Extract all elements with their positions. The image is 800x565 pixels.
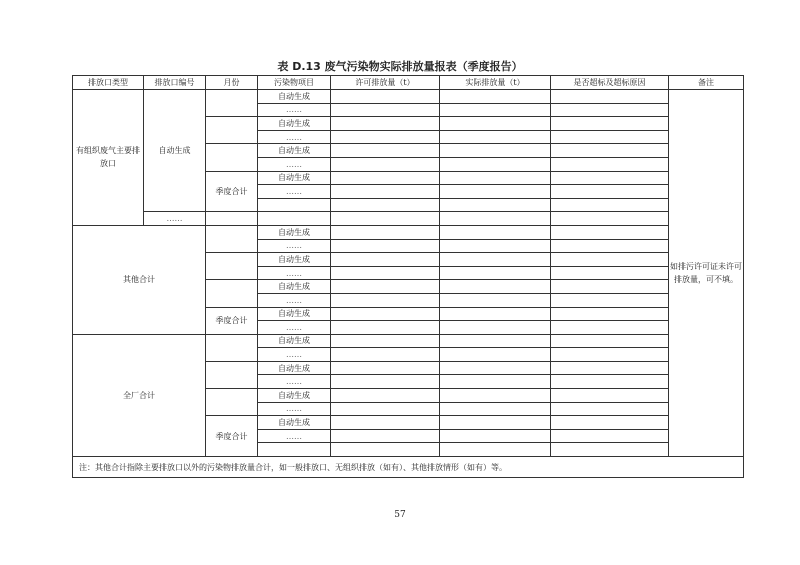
permitted-cell xyxy=(331,90,440,104)
month-cell xyxy=(206,90,258,117)
month-cell xyxy=(206,253,258,280)
table-row xyxy=(73,212,744,226)
table-row xyxy=(73,90,744,104)
pollutant-cell: 自动生成 xyxy=(258,225,331,239)
pollutant-more: …… xyxy=(258,293,331,307)
pollutant-more: …… xyxy=(258,239,331,253)
header-permitted: 许可排放量（t） xyxy=(331,76,440,90)
note-row xyxy=(73,457,744,478)
pollutant-more: …… xyxy=(258,130,331,144)
pollutant-cell: 自动生成 xyxy=(258,389,331,403)
pollutant-cell: 自动生成 xyxy=(258,171,331,185)
pollutant-more: …… xyxy=(258,402,331,416)
table-title: 表 D.13 废气污染物实际排放量报表（季度报告） xyxy=(277,60,523,73)
quarter-total-plant: 季度合计 xyxy=(206,416,258,457)
pollutant-more: …… xyxy=(258,103,331,117)
pollutant-more: …… xyxy=(258,429,331,443)
header-remark: 备注 xyxy=(669,76,744,90)
other-total-label: 其他合计 xyxy=(73,225,206,334)
pollutant-cell: 自动生成 xyxy=(258,307,331,321)
pollutant-cell: 自动生成 xyxy=(258,253,331,267)
outlet-id-more: …… xyxy=(144,212,206,226)
page-number: 57 xyxy=(394,510,406,520)
outlet-type-main: 有组织废气主要排放口 xyxy=(73,90,144,226)
month-cell xyxy=(206,144,258,171)
table-note: 注：其他合计指除主要排放口以外的污染物排放量合计，如一般排放口、无组织排放（如有）、其他排放情形（如有）等。 xyxy=(73,457,744,478)
quarter-total-main: 季度合计 xyxy=(206,171,258,212)
header-month: 月份 xyxy=(206,76,258,90)
header-row xyxy=(73,76,744,90)
pollutant-more: …… xyxy=(258,321,331,335)
header-outlet-type: 排放口类型 xyxy=(73,76,144,90)
outlet-id-auto: 自动生成 xyxy=(144,90,206,212)
pollutant-cell: 自动生成 xyxy=(258,90,331,104)
pollutant-more: …… xyxy=(258,266,331,280)
pollutant-cell: 自动生成 xyxy=(258,144,331,158)
remark-cell: 如排污许可证未许可排放量，可不填。 xyxy=(669,90,744,457)
table-row xyxy=(73,334,744,348)
actual-cell xyxy=(440,90,551,104)
emission-report-table xyxy=(72,75,744,478)
pollutant-more: …… xyxy=(258,185,331,199)
header-exceed: 是否超标及超标原因 xyxy=(551,76,669,90)
pollutant-cell: 自动生成 xyxy=(258,416,331,430)
pollutant-more: …… xyxy=(258,157,331,171)
month-cell xyxy=(206,225,258,252)
quarter-total-other: 季度合计 xyxy=(206,307,258,334)
month-cell xyxy=(206,117,258,144)
table-row xyxy=(73,225,744,239)
plant-total-label: 全厂合计 xyxy=(73,334,206,456)
month-cell xyxy=(206,280,258,307)
exceed-cell xyxy=(551,90,669,104)
header-actual: 实际排放量（t） xyxy=(440,76,551,90)
pollutant-cell: 自动生成 xyxy=(258,361,331,375)
header-outlet-id: 排放口编号 xyxy=(144,76,206,90)
pollutant-more: …… xyxy=(258,348,331,362)
pollutant-cell: 自动生成 xyxy=(258,117,331,131)
month-cell xyxy=(206,334,258,361)
month-cell xyxy=(206,389,258,416)
pollutant-cell: 自动生成 xyxy=(258,334,331,348)
pollutant-more: …… xyxy=(258,375,331,389)
header-pollutant: 污染物项目 xyxy=(258,76,331,90)
pollutant-cell: 自动生成 xyxy=(258,280,331,294)
month-cell xyxy=(206,361,258,388)
